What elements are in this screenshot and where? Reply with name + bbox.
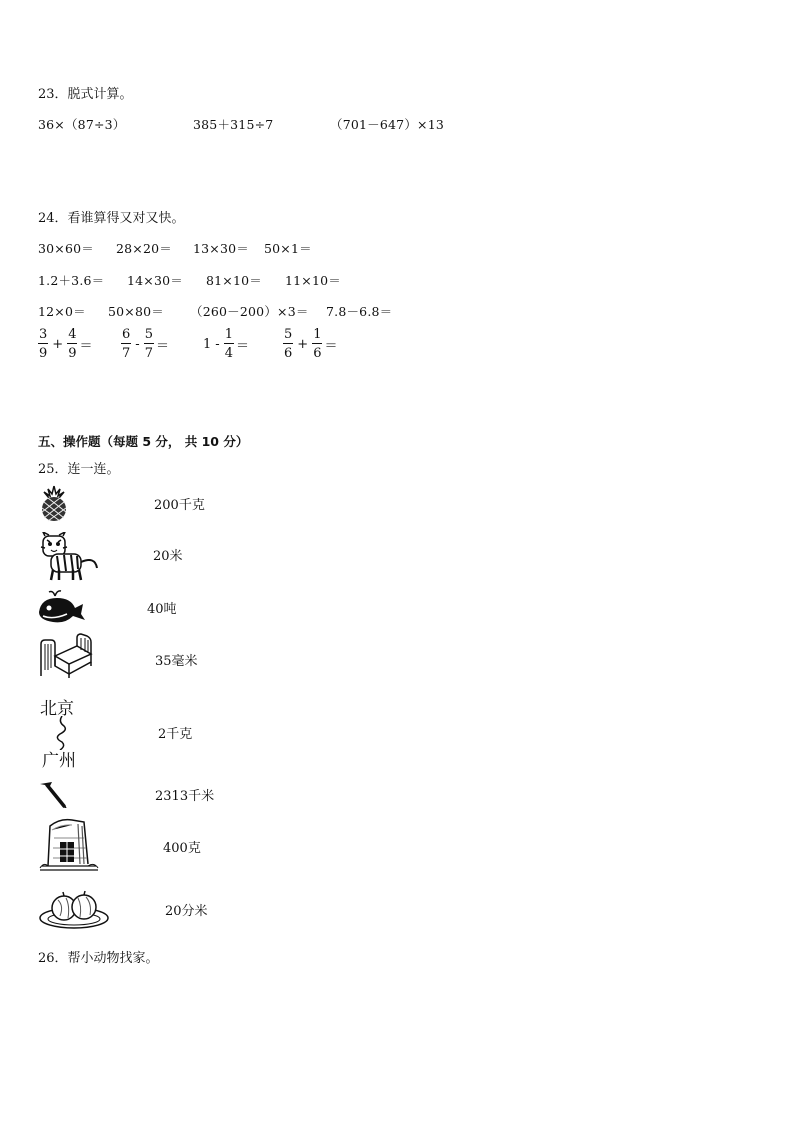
- q24-title: 24．看谁算得又对又快。: [38, 211, 185, 226]
- q23-item-1: 36×（87÷3）: [38, 117, 126, 132]
- q24-r1-3: 13×30＝: [193, 241, 249, 256]
- building-icon: [38, 816, 100, 872]
- q24-r3-1: 12×0＝: [38, 304, 86, 319]
- q24-r3-3: （260－200）×3＝: [190, 304, 309, 319]
- q24-fraction-2: $\frac{6}{7}$ - $\frac{5}{7}$ ＝: [122, 327, 169, 361]
- label-4: 35毫米: [155, 654, 198, 669]
- fraction: $\frac{1}{4}$: [224, 327, 233, 361]
- q24-r3-4: 7.8－6.8＝: [326, 304, 393, 319]
- q23-item-2: 385＋315÷7: [193, 117, 274, 132]
- fraction: $\frac{4}{9}$: [68, 327, 77, 361]
- fraction: $\frac{1}{6}$: [313, 327, 322, 361]
- pineapple-icon: [36, 484, 72, 522]
- bed-icon: [37, 632, 93, 678]
- q26-title: 26．帮小动物找家。: [38, 951, 159, 966]
- q24-r2-1: 1.2＋3.6＝: [38, 273, 105, 288]
- fraction: $\frac{6}{7}$: [122, 327, 131, 361]
- label-2: 20米: [153, 549, 183, 564]
- q24-fraction-1: $\frac{3}{9}$ + $\frac{4}{9}$ ＝: [39, 327, 93, 361]
- q24-fraction-4: $\frac{5}{6}$ + $\frac{1}{6}$ ＝: [284, 327, 338, 361]
- q24-r3-2: 50×80＝: [108, 304, 164, 319]
- q24-r1-1: 30×60＝: [38, 241, 94, 256]
- q24-r1-4: 50×1＝: [264, 241, 312, 256]
- tiger-icon: [37, 532, 101, 582]
- q24-r2-4: 11×10＝: [285, 273, 341, 288]
- label-7: 400克: [163, 841, 201, 856]
- route-icon: [40, 716, 80, 750]
- whale-icon: [37, 588, 87, 628]
- label-5: 2千克: [158, 727, 193, 742]
- q23-item-3: （701－647）×13: [330, 117, 444, 132]
- fraction: $\frac{5}{6}$: [284, 327, 293, 361]
- nail-icon: [38, 780, 70, 808]
- fruit-plate-icon: [38, 888, 110, 930]
- q24-r2-2: 14×30＝: [127, 273, 183, 288]
- fraction: $\frac{3}{9}$: [39, 327, 48, 361]
- q24-r2-3: 81×10＝: [206, 273, 262, 288]
- label-8: 20分米: [165, 904, 208, 919]
- q25-title: 25．连一连。: [38, 462, 120, 477]
- map-label-top: 北京: [40, 699, 74, 719]
- q24-r1-2: 28×20＝: [116, 241, 172, 256]
- label-3: 40吨: [147, 602, 177, 617]
- section-title: 五、操作题（每题 5 分， 共 10 分）: [38, 434, 249, 449]
- q24-fraction-3: 1 - $\frac{1}{4}$ ＝: [203, 327, 249, 361]
- fraction: $\frac{5}{7}$: [144, 327, 153, 361]
- q23-title: 23．脱式计算。: [38, 87, 133, 102]
- label-6: 2313千米: [155, 789, 215, 804]
- label-1: 200千克: [154, 498, 205, 513]
- map-label-bottom: 广州: [42, 751, 76, 771]
